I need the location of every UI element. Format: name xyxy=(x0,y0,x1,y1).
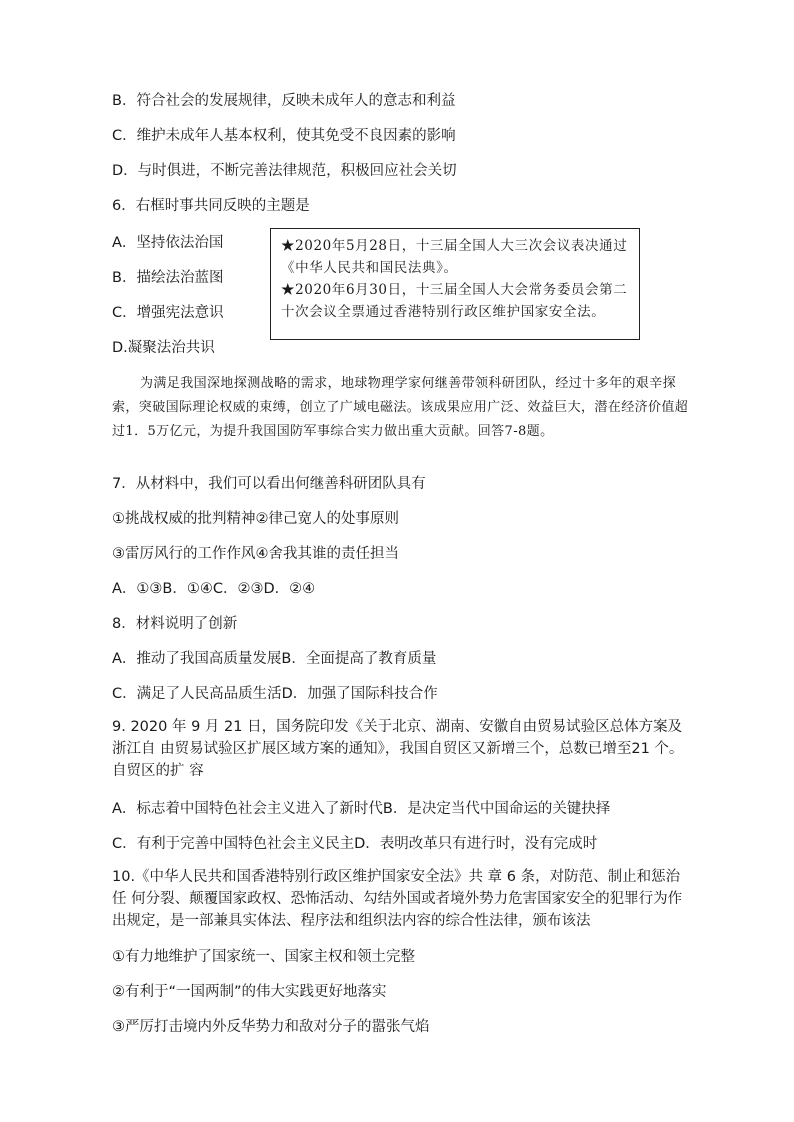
q5-option-d: D．与时俱进，不断完善法律规范，积极回应社会关切 xyxy=(112,163,457,179)
q10-statement-1: ①有力地维护了国家统一、国家主权和领土完整 xyxy=(112,949,415,965)
q7-options: A．①③B．①④C．②③D．②④ xyxy=(112,581,316,597)
q8-stem: 8．材料说明了创新 xyxy=(112,616,238,632)
q5-option-b: B．符合社会的发展规律，反映未成年人的意志和利益 xyxy=(112,93,456,109)
q6-option-b: B．描绘法治蓝图 xyxy=(112,270,224,286)
q10-stem: 10.《中华人民共和国香港特别行政区维护国家安全法》共 章 6 条，对防范、制止和惩治任 何分裂、颠覆国家政权、恐怖活动、勾结外国或者境外势力危害国家安全的犯罪行为作出规定，是一部兼具实体法、程序法和组织法内容的综合性法律，颁布该法 xyxy=(112,869,683,929)
q6-option-a: A．坚持依法治国 xyxy=(112,235,224,251)
q6-option-d: D.凝聚法治共识 xyxy=(112,340,215,356)
q8-options-1: A．推动了我国高质量发展B．全面提高了教育质量 xyxy=(112,651,437,667)
q8-options-2: C．满足了人民高品质生活D．加强了国际科技合作 xyxy=(112,686,438,702)
box-item-1: ★2020年5月28日，十三届全国人大三次会议表决通过《中华人民共和国民法典》。 xyxy=(281,238,628,276)
q7-stem: 7．从材料中，我们可以看出何继善科研团队具有 xyxy=(112,476,426,492)
q6-stem: 6．右框时事共同反映的主题是 xyxy=(112,198,310,214)
q5-option-c: C．维护未成年人基本权利，使其免受不良因素的影响 xyxy=(112,128,456,144)
q10-statement-2: ②有利于“一国两制”的伟大实践更好地落实 xyxy=(112,984,387,1000)
q9-options-2: C．有利于完善中国特色社会主义民主D．表明改革只有进行时，没有完成时 xyxy=(112,836,598,852)
material-passage: 为满足我国深地探测战略的需求，地球物理学家何继善带领科研团队，经过十多年的艰辛探索，突破国际理论权威的束缚，创立了广域电磁法。该成果应用广泛、效益巨大，潜在经济价值超过1．5万亿元，为提升我国国防军事综合实力做出重大贡献。回答7-8题。 xyxy=(112,376,689,439)
box-item-2: ★2020年6月30日，十三届全国人大会常务委员会第二十次会议全票通过香港特别行政区维护国家安全法。 xyxy=(281,282,628,320)
current-events-box xyxy=(270,228,640,340)
q10-statement-3: ③严厉打击境内外反华势力和敌对分子的嚣张气焰 xyxy=(112,1019,430,1035)
q7-statements-1: ①挑战权威的批判精神②律己宽人的处事原则 xyxy=(112,511,399,527)
q9-stem: 9. 2020 年 9 月 21 日，国务院印发《关于北京、湖南、安徽自由贸易试验区总体方案及浙江自 由贸易试验区扩展区域方案的通知》，我国自贸区又新增三个，总数已增至21 个。自贸区的扩 容 xyxy=(112,719,684,779)
q9-options-1: A．标志着中国特色社会主义进入了新时代B．是决定当代中国命运的关键抉择 xyxy=(112,801,611,817)
q7-statements-2: ③雷厉风行的工作作风④舍我其谁的责任担当 xyxy=(112,546,399,562)
q6-option-c: C．增强宪法意识 xyxy=(112,305,224,321)
